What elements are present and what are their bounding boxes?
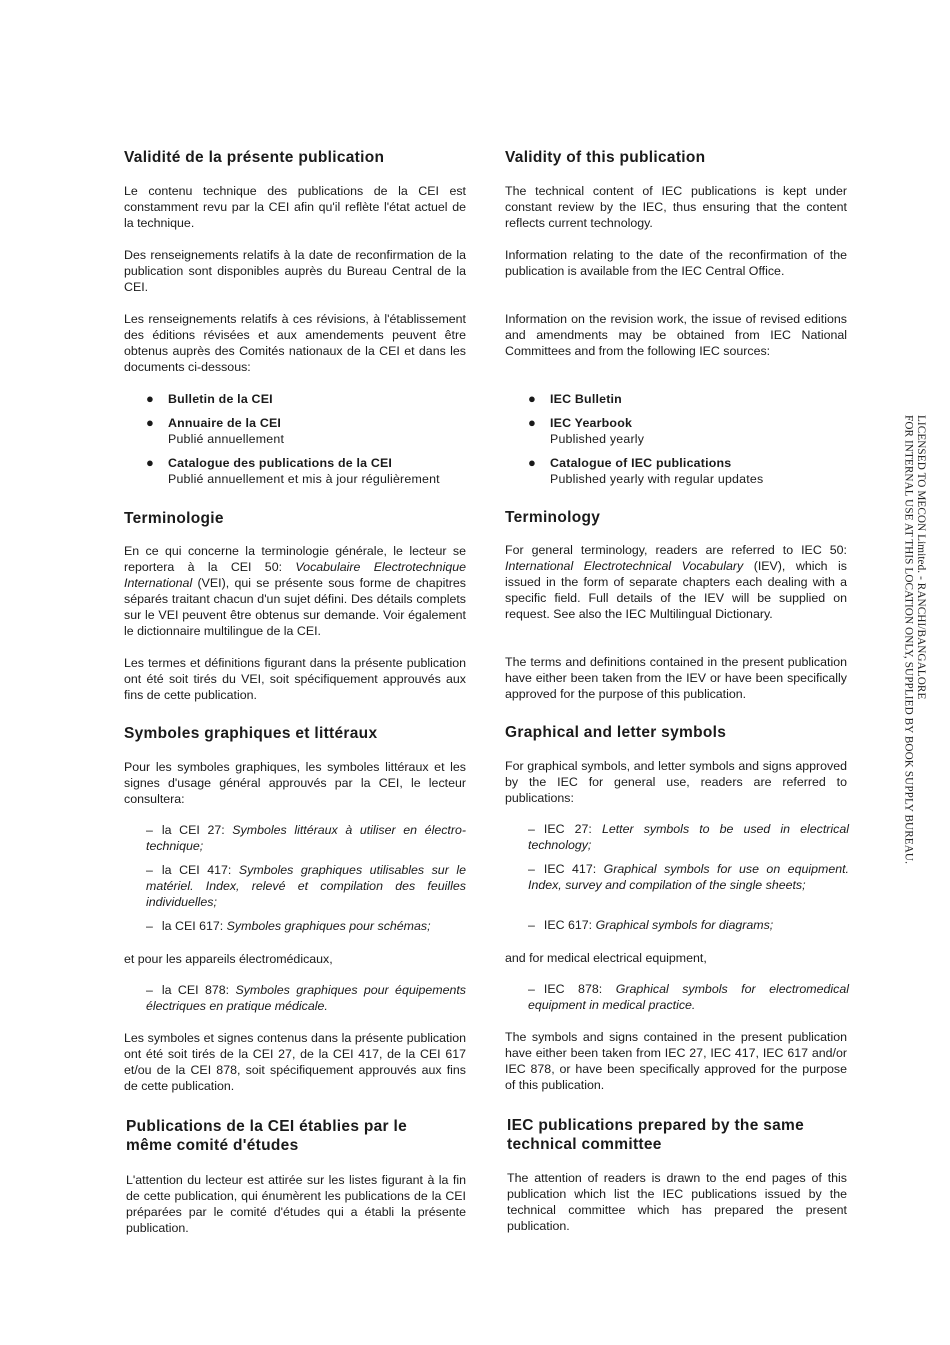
en-terminology-heading: Terminology <box>505 509 601 526</box>
fr-validity-paragraph-1: Le contenu technique des publications de la CEI est constamment revu par la CEI afin qu'il reflète l'état actuel de la technique. <box>124 184 466 230</box>
fr-terminology-paragraph-2: Les termes et définitions figurant dans la présente publication ont été soit tirés du VEI, soit spécifiquement approuvés aux fins de cette publication. <box>124 656 466 702</box>
license-note-line-1: LICENSED TO MECON Limited. - RANCHI/BANGALORE <box>915 415 927 700</box>
en-validity-heading: Validity of this publication <box>505 149 706 166</box>
fr-validity-paragraph-2: Des renseignements relatifs à la date de reconfirmation de la publication sont disponibles auprès du Bureau Central de la CEI. <box>124 248 466 294</box>
dash-icon: – <box>528 918 535 932</box>
en-bullet-sub: Published yearly with regular updates <box>550 472 764 486</box>
en-validity-paragraph-1: The technical content of IEC publications is kept under constant review by the IEC, thus ensuring that the content reflects current technology. <box>505 184 847 230</box>
fr-terminology-paragraph-1: En ce qui concerne la terminologie générale, le lecteur se reportera à la CEI 50: Vocabulaire Electrotechnique International (VEI), qui se présente sous forme de chapitres séparés traitant chacun d'un sujet défini. Des détails complets sur le VEI peuvent être obtenus sur demande. Voir également le dictionnaire multilingue de la CEI. <box>124 544 466 638</box>
dash-icon: – <box>146 863 153 877</box>
fr-bullet-item <box>146 391 466 407</box>
dash-icon: – <box>528 862 535 876</box>
fr-validity-paragraph-3: Les renseignements relatifs à ces révisions, à l'établissement des éditions révisées et aux amendements peuvent être obtenus auprès des Comités nationaux de la CEI et dans les documents ci-dessous: <box>124 312 466 374</box>
bullet-icon: ● <box>146 455 154 470</box>
en-terminology-paragraph-2: The terms and definitions contained in the present publication have either been taken from the IEV or have been specifically approved for the purpose of this publication. <box>505 655 847 701</box>
fr-terminology-heading: Terminologie <box>124 510 224 527</box>
fr-reference-item: – la CEI 27: Symboles littéraux à utiliser en électro-technique; <box>146 823 466 853</box>
bullet-icon: ● <box>528 415 536 430</box>
fr-iev-title: Vocabulaire Electrotechnique International <box>124 560 466 590</box>
en-bullet-item <box>528 455 847 487</box>
en-bullet-name: IEC Bulletin <box>550 392 622 406</box>
dash-icon: – <box>528 982 535 996</box>
fr-bullet-sub: Publié annuellement et mis à jour régulièrement <box>168 472 440 486</box>
fr-symbols-paragraph-2: et pour les appareils électromédicaux, <box>124 952 333 966</box>
english-column <box>505 0 850 1345</box>
fr-publications-paragraph: L'attention du lecteur est attirée sur les listes figurant à la fin de cette publication, qui énumèrent les publications de la CEI préparées par le comité d'études qui a établi la présente publication. <box>126 1173 466 1235</box>
dash-icon: – <box>146 823 153 837</box>
fr-validity-heading: Validité de la présente publication <box>124 149 385 166</box>
en-publications-heading: IEC publications prepared by the same technical committee <box>507 1117 805 1153</box>
en-symbols-heading: Graphical and letter symbols <box>505 724 727 741</box>
dash-icon: – <box>146 983 153 997</box>
en-symbols-paragraph-1: For graphical symbols, and letter symbols and signs approved by the IEC for general use, readers are referred to publications: <box>505 759 847 805</box>
fr-reference-item: – la CEI 417: Symboles graphiques utilisables sur le matériel. Index, relevé et compilation des feuilles individuelles; <box>146 863 466 909</box>
en-symbols-paragraph-2: and for medical electrical equipment, <box>505 951 707 965</box>
dash-icon: – <box>146 919 153 933</box>
en-bullet-item <box>528 415 847 447</box>
dash-icon: – <box>528 822 535 836</box>
en-reference-item: – IEC 617: Graphical symbols for diagrams; <box>528 918 774 932</box>
en-bullet-name: Catalogue of IEC publications <box>550 456 732 470</box>
bullet-icon: ● <box>528 455 536 470</box>
en-reference-item: – IEC 417: Graphical symbols for use on equipment. Index, survey and compilation of the single sheets; <box>528 862 849 892</box>
en-iev-title: International Electrotechnical Vocabulary <box>505 559 744 573</box>
en-reference-item: – IEC 878: Graphical symbols for electromedical equipment in medical practice. <box>528 982 850 1012</box>
fr-symbols-paragraph-3: Les symboles et signes contenus dans la présente publication ont été soit tirés de la CEI 27, de la CEI 417, de la CEI 617 et/ou de la CEI 878, soit spécifiquement approuvés aux fins de cette publication. <box>124 1031 466 1093</box>
fr-bullet-name: Bulletin de la CEI <box>168 392 273 406</box>
fr-bullet-item <box>146 415 466 447</box>
french-column <box>124 0 466 1345</box>
en-publications-paragraph: The attention of readers is drawn to the end pages of this publication which list the IEC publications issued by the technical committee which has prepared the present publication. <box>507 1171 847 1233</box>
fr-symbols-heading: Symboles graphiques et littéraux <box>124 725 378 742</box>
fr-bullet-name: Catalogue des publications de la CEI <box>168 456 393 470</box>
en-symbols-paragraph-3: The symbols and signs contained in the present publication have either been taken from IEC 27, IEC 417, IEC 617 and/or IEC 878, or have been specifically approved for the purpose of this publication. <box>505 1030 847 1092</box>
fr-bullet-sub: Publié annuellement <box>168 432 285 446</box>
fr-bullet-item <box>146 455 466 487</box>
license-note <box>902 415 927 935</box>
en-reference-item: – IEC 27: Letter symbols to be used in electrical technology; <box>528 822 850 852</box>
fr-bullet-name: Annuaire de la CEI <box>168 416 282 430</box>
en-validity-paragraph-3: Information on the revision work, the issue of revised editions and amendments may be obtained from IEC National Committees and from the following IEC sources: <box>505 312 847 358</box>
bullet-icon: ● <box>146 391 154 406</box>
license-note-line-2: FOR INTERNAL USE AT THIS LOCATION ONLY, SUPPLIED BY BOOK SUPPLY BUREAU. <box>902 415 915 864</box>
en-validity-paragraph-2: Information relating to the date of the reconfirmation of the publication is available from the IEC Central Office. <box>505 248 847 278</box>
bullet-icon: ● <box>528 391 536 406</box>
fr-publications-heading: Publications de la CEI établies par le même comité d'études <box>126 1118 408 1154</box>
fr-symbols-paragraph-1: Pour les symboles graphiques, les symboles littéraux et les signes d'usage général approuvés par la CEI, le lecteur consultera: <box>124 760 466 806</box>
fr-reference-item: – la CEI 617: Symboles graphiques pour schémas; <box>146 919 431 933</box>
en-bullet-sub: Published yearly <box>550 432 645 446</box>
bullet-icon: ● <box>146 415 154 430</box>
fr-reference-item: – la CEI 878: Symboles graphiques pour équipements électriques en pratique médicale. <box>146 983 467 1013</box>
en-terminology-paragraph-1: For general terminology, readers are referred to IEC 50: International Electrotechnical Vocabulary (IEV), which is issued in the form of separate chapters each dealing with a specific field. Full details of the IEV will be supplied on request. See also the IEC Multilingual Dictionary. <box>505 543 848 621</box>
en-bullet-name: IEC Yearbook <box>550 416 633 430</box>
en-bullet-item <box>528 391 847 407</box>
